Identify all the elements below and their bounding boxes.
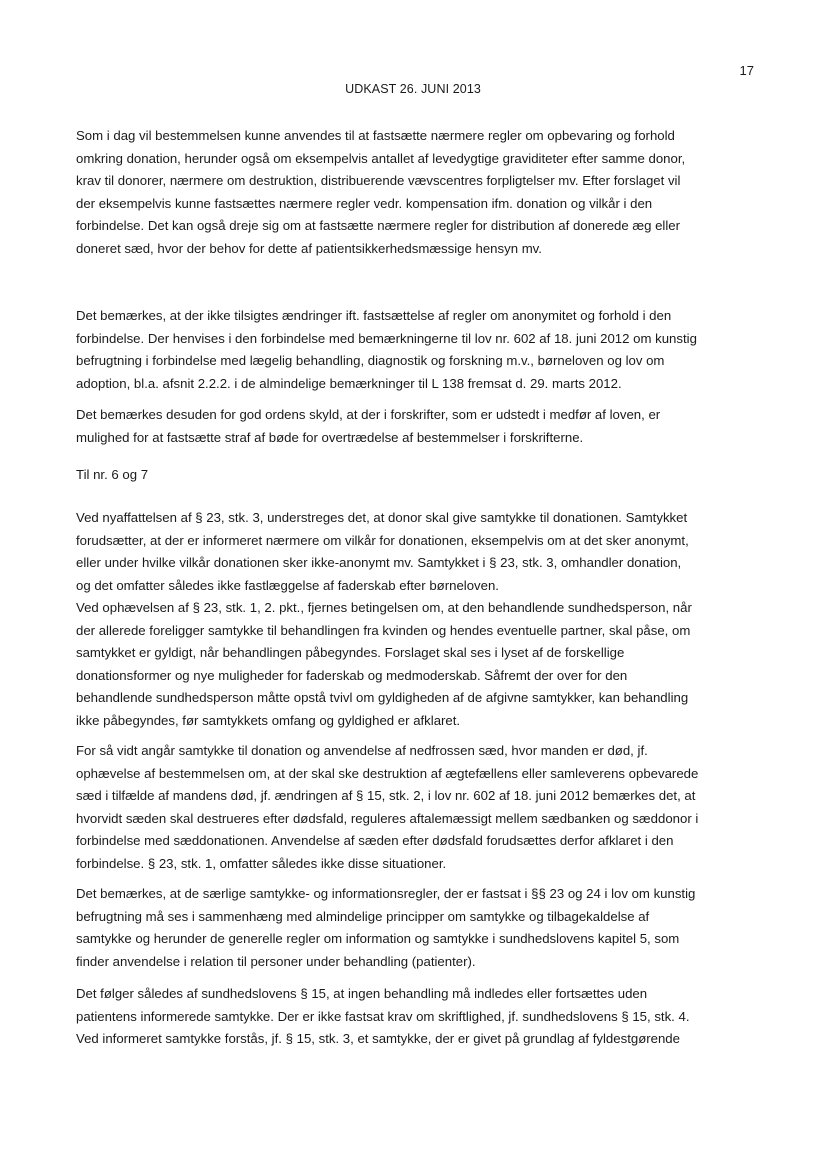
page-number: 17 <box>739 63 754 78</box>
paragraph-frozen-sperm: For så vidt angår samtykke til donation og anvendelse af nedfrossen sæd, hvor manden er død, jf. ophævelse af bestemmelsen om, at der skal ske destruktion af ægtefællens eller samleverens opbevarede sæd i tilfælde af mandens død, jf. ændringen af § 15, stk. 2, i lov nr. 602 af 18. juni 2012 bemærkes det, at hvorvidt sæden skal destrueres efter dødsfald, reguleres aftalemæssigt mellem sædbanken og sæddonor i forbindelse med sæddonationen. Anvendelse af sæden efter dødsfald forudsættes derfor afklaret i den forbindelse. § 23, stk. 1, omfatter således ikke disse situationer. <box>76 743 699 871</box>
paragraph-penalty-note: Det bemærkes desuden for god ordens skyld, at der i forskrifter, som er udstedt i medfør af loven, er mulighed for at fastsætte straf af bøde for overtrædelse af bestemmelser i forskrifterne. <box>76 407 661 445</box>
paragraph-donor-consent: Ved nyaffattelsen af § 23, stk. 3, understreges det, at donor skal give samtykke til donationen. Samtykket forudsætter, at der er informeret nærmere om vilkår for donationen, eksempelvis om at det sker anonymt, eller under hvilke vilkår donationen sker ikke-anonymt mv. Samtykket i § 23, stk. 3, omhandler donation, og det omfatter således ikke fastlæggelse af faderskab efter børneloven. <box>76 510 689 593</box>
paragraph-informed-consent: Det følger således af sundhedslovens § 15, at ingen behandling må indledes eller fortsættes uden patientens informerede samtykke. Der er ikke fastsat krav om skriftlighed, jf. sundhedslovens § 15, stk. 4. Ved informeret samtykke forstås, jf. § 15, stk. 3, et samtykke, der er givet på grundlag af fyldestgørende <box>76 986 690 1046</box>
section-heading: Til nr. 6 og 7 <box>76 467 149 482</box>
paragraph-anonymity-note: Det bemærkes, at der ikke tilsigtes ændringer ift. fastsættelse af regler om anonymitet og forhold i den forbindelse. Der henvises i den forbindelse med bemærkningerne til lov nr. 602 af 18. juni 2012 om kunstig befrugtning i forbindelse med lægelig behandling, diagnostik og forskning m.v., børneloven og lov om adoption, bl.a. afsnit 2.2.2. i de almindelige bemærkninger til L 138 fremsat d. 29. marts 2012. <box>76 308 697 391</box>
paragraph-regulatory-authority: Som i dag vil bestemmelsen kunne anvendes til at fastsætte nærmere regler om opbevaring og forhold omkring donation, herunder også om eksempelvis antallet af levedygtige graviditeter efter samme donor, krav til donorer, nærmere om destruktion, distribuerende vævscentres forpligtelser mv. Efter forslaget vil der eksempelvis kunne fastsættes nærmere regler vedr. kompensation ifm. donation og vilkår i den forbindelse. Det kan også dreje sig om at fastsætte nærmere regler for distribution af donerede æg eller doneret sæd, hvor der behov for dette af patientsikkerhedsmæssige hensyn mv. <box>76 128 686 256</box>
paragraph-consent-rules: Det bemærkes, at de særlige samtykke- og informationsregler, der er fastsat i §§ 23 og 24 i lov om kunstig befrugtning må ses i sammenhæng med almindelige principper om samtykke og tilbagekaldelse af samtykke og herunder de generelle regler om information og samtykke i sundhedslovens kapitel 5, som finder anvendelse i relation til personer under behandling (patienter). <box>76 886 696 969</box>
draft-header: UDKAST 26. JUNI 2013 <box>345 82 481 96</box>
paragraph-consent-validity: Ved ophævelsen af § 23, stk. 1, 2. pkt., fjernes betingelsen om, at den behandlende sundhedsperson, når der allerede foreligger samtykke til behandlingen fra kvinden og hendes eventuelle partner, skal påse, om samtykket er gyldigt, når behandlingen påbegyndes. Forslaget skal ses i lyset af de forskellige donationsformer og nye muligheder for faderskab og medmoderskab. Såfremt der over for den behandlende sundhedsperson måtte opstå tvivl om gyldigheden af de afgivne samtykker, kan behandling ikke påbegyndes, før samtykkets omfang og gyldighed er afklaret. <box>76 600 692 728</box>
